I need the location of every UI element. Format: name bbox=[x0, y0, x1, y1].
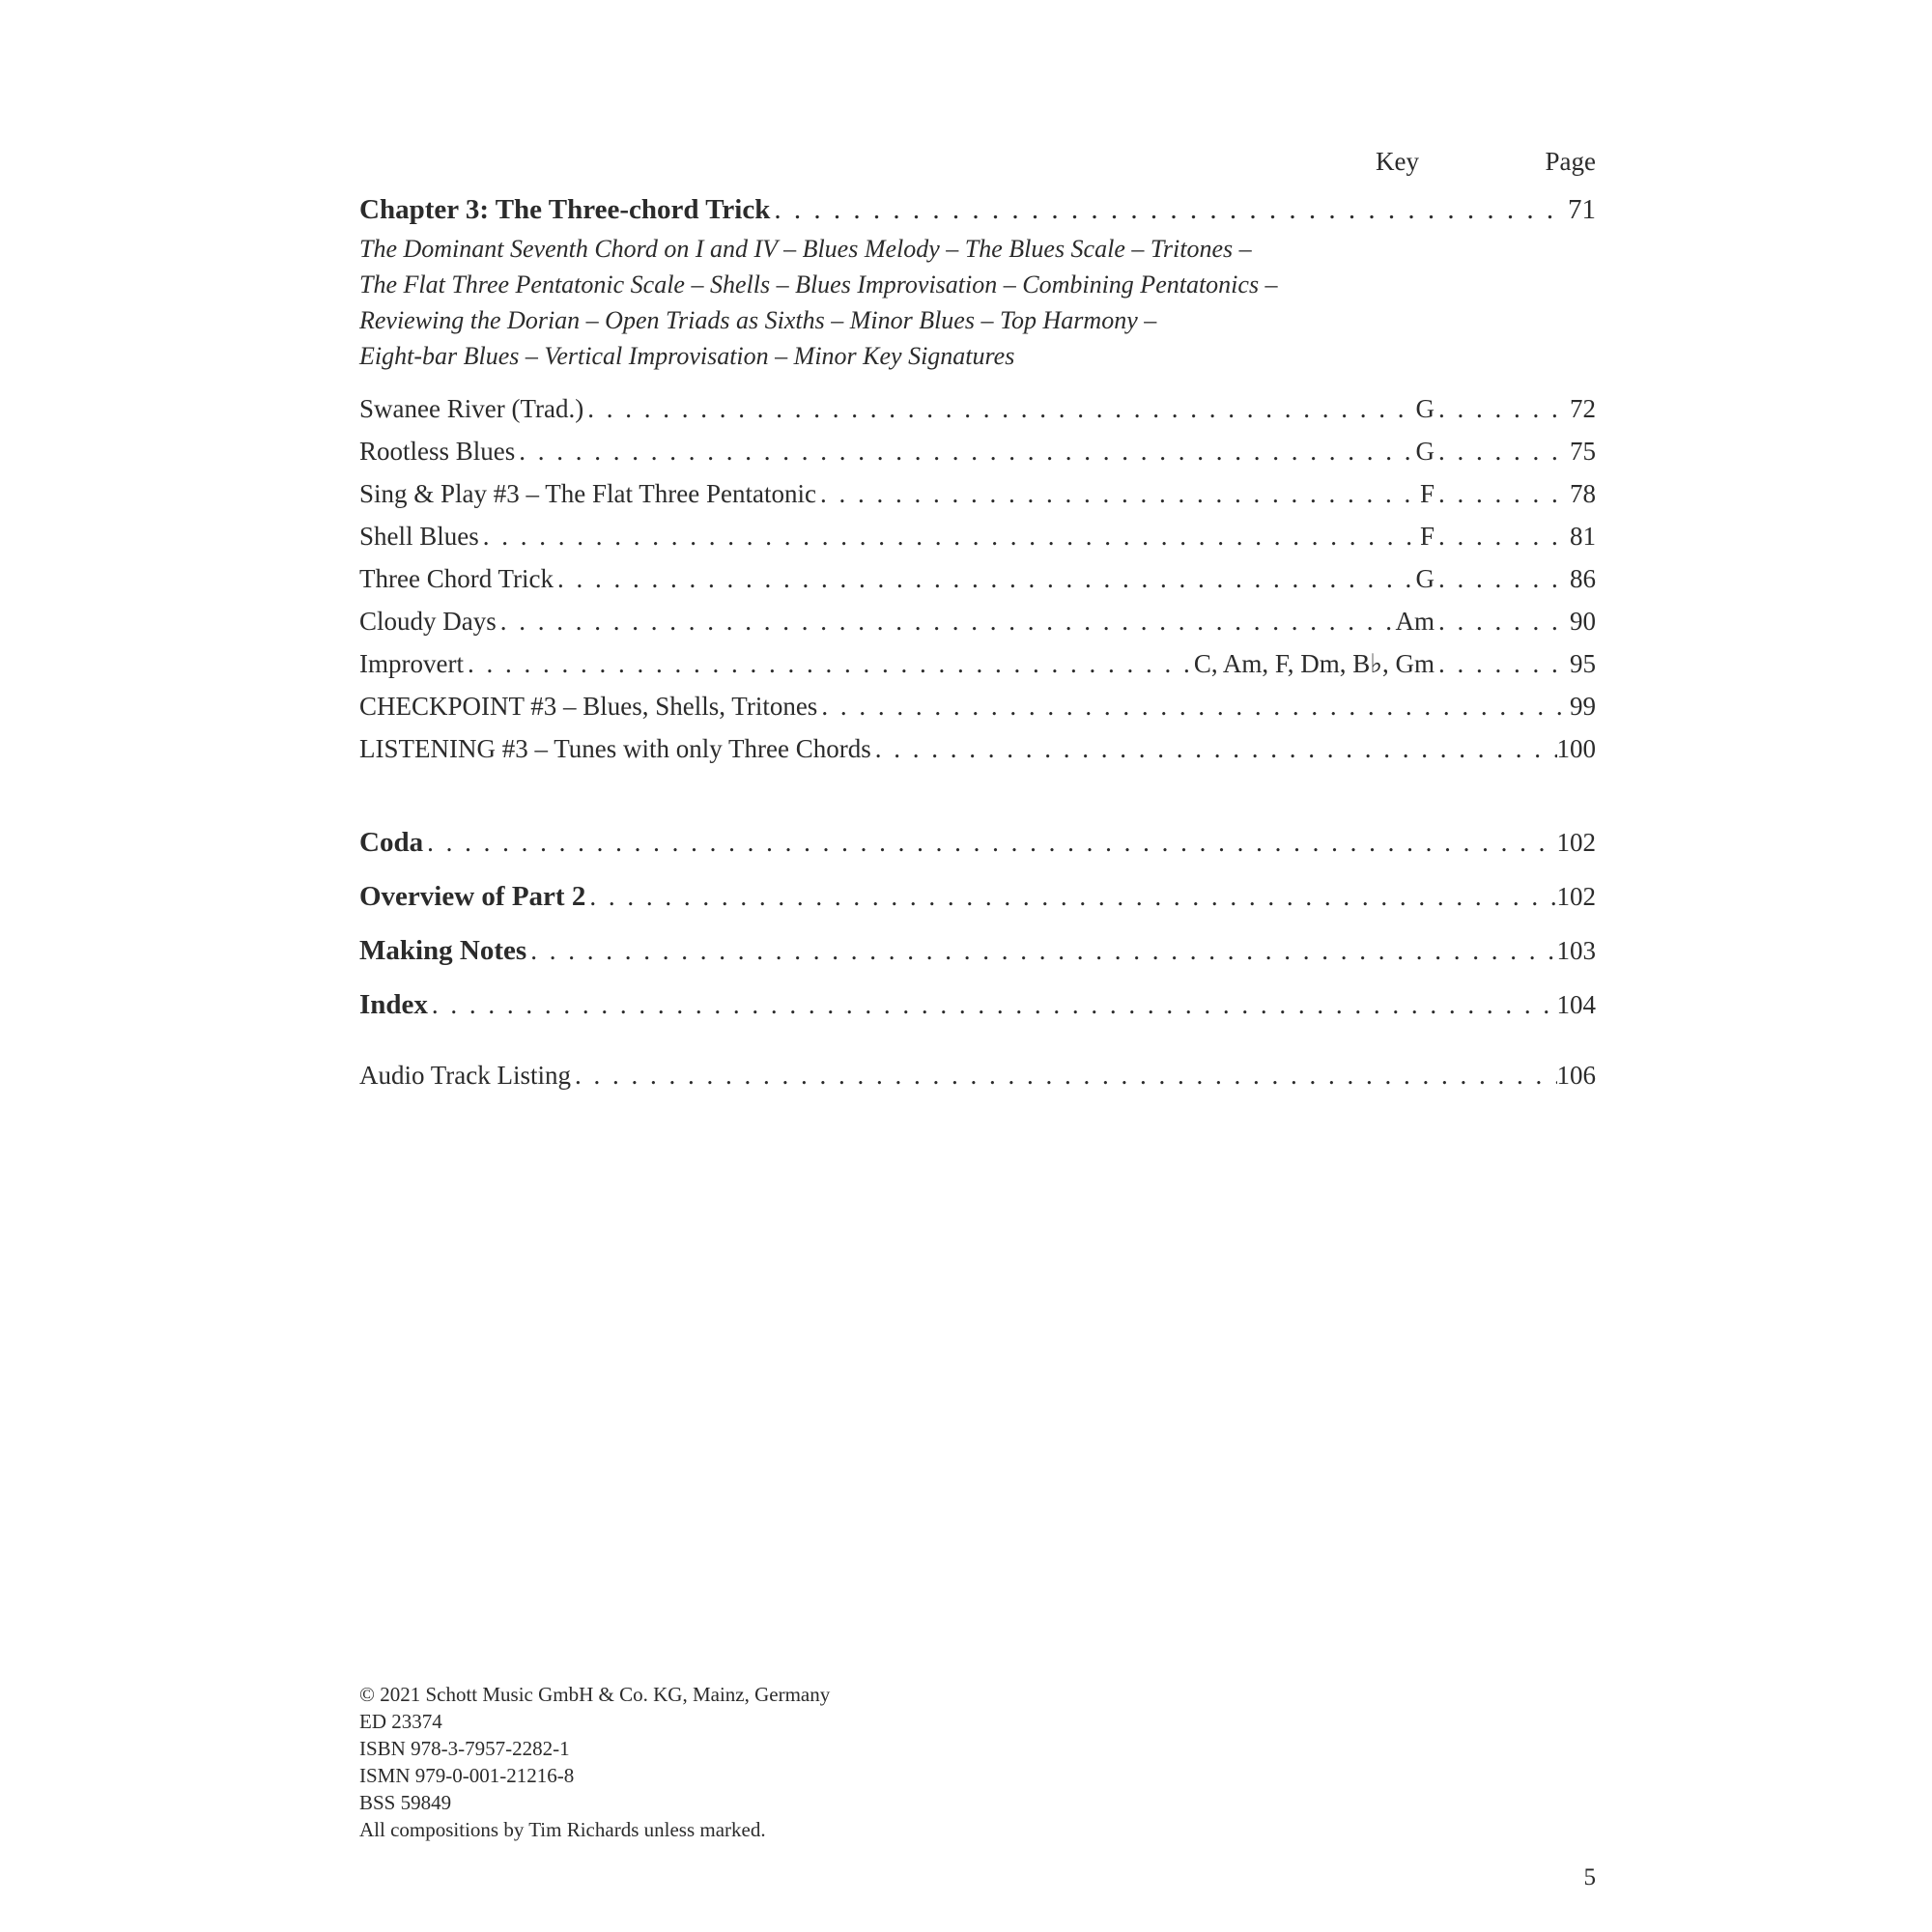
topic-line: Reviewing the Dorian – Open Triads as Sixths – Minor Blues – Top Harmony – bbox=[359, 305, 1157, 334]
entry-key: C, Am, F, Dm, B♭, Gm bbox=[1193, 648, 1435, 678]
dot-leader bbox=[817, 691, 1570, 722]
entry-title: Sing & Play #3 – The Flat Three Pentatonic bbox=[359, 478, 816, 508]
entry-title: Three Chord Trick bbox=[359, 563, 554, 593]
entry-page: 75 bbox=[1570, 436, 1596, 466]
entry-row bbox=[359, 691, 1596, 733]
dot-leader bbox=[571, 1060, 1556, 1091]
section-page: 102 bbox=[1556, 881, 1596, 911]
entry-title: Cloudy Days bbox=[359, 606, 497, 636]
entry-page: 72 bbox=[1570, 393, 1596, 423]
imprint bbox=[359, 1681, 830, 1843]
dot-leader bbox=[464, 648, 1194, 679]
dot-leader bbox=[526, 935, 1556, 966]
dot-leader bbox=[1435, 648, 1570, 679]
dot-leader bbox=[770, 193, 1568, 227]
entry-title: Swanee River (Trad.) bbox=[359, 393, 584, 423]
chapter-page: 71 bbox=[1568, 194, 1596, 225]
dot-leader bbox=[497, 606, 1396, 637]
dot-leader bbox=[515, 436, 1415, 467]
section-page: 104 bbox=[1556, 989, 1596, 1019]
section-page: 102 bbox=[1556, 827, 1596, 857]
copyright-line: © 2021 Schott Music GmbH & Co. KG, Mainz, Germany bbox=[359, 1683, 831, 1706]
topic-line: Eight-bar Blues – Vertical Improvisation – Minor Key Signatures bbox=[359, 341, 1015, 370]
entry-key: G bbox=[1415, 563, 1435, 593]
key-column-header: Key bbox=[1376, 147, 1419, 176]
dot-leader bbox=[428, 989, 1557, 1020]
section-title: Overview of Part 2 bbox=[359, 880, 586, 912]
section-row bbox=[359, 826, 1596, 880]
entry-row bbox=[359, 563, 1596, 606]
bss-number: BSS 59849 bbox=[359, 1791, 452, 1814]
ismn: ISMN 979-0-001-21216-8 bbox=[359, 1764, 575, 1787]
entry-row bbox=[359, 648, 1596, 691]
dot-leader bbox=[423, 827, 1556, 858]
entry-title: Rootless Blues bbox=[359, 436, 516, 466]
dot-leader bbox=[1435, 478, 1570, 509]
dot-leader bbox=[1435, 436, 1570, 467]
entry-title: CHECKPOINT #3 – Blues, Shells, Tritones bbox=[359, 691, 818, 721]
entry-key: G bbox=[1415, 436, 1435, 466]
entry-title: Improvert bbox=[359, 648, 464, 678]
section-page: 103 bbox=[1556, 935, 1596, 965]
entry-key: F bbox=[1419, 478, 1435, 508]
entry-row bbox=[359, 733, 1596, 776]
topic-line: The Dominant Seventh Chord on I and IV – Blues Melody – The Blues Scale – Tritones – bbox=[359, 234, 1252, 263]
dot-leader bbox=[1435, 606, 1570, 637]
chapter-row bbox=[359, 193, 1596, 227]
entry-page: 100 bbox=[1556, 733, 1596, 763]
section-row bbox=[359, 934, 1596, 988]
dot-leader bbox=[554, 563, 1416, 594]
entry-title: Shell Blues bbox=[359, 521, 479, 551]
entry-page: 99 bbox=[1570, 691, 1596, 721]
section-row bbox=[359, 880, 1596, 934]
dot-leader bbox=[1435, 393, 1570, 424]
entry-row bbox=[359, 521, 1596, 563]
audio-row bbox=[359, 1060, 1596, 1091]
dot-leader bbox=[583, 393, 1415, 424]
entry-key: G bbox=[1415, 393, 1435, 423]
dot-leader bbox=[479, 521, 1420, 552]
chapter-topics bbox=[359, 231, 1596, 374]
entry-page: 95 bbox=[1570, 648, 1596, 678]
topic-line: The Flat Three Pentatonic Scale – Shells – Blues Improvisation – Combining Pentatonics – bbox=[359, 270, 1278, 298]
entry-list bbox=[359, 393, 1596, 776]
section-title: Making Notes bbox=[359, 934, 527, 966]
isbn: ISBN 978-3-7957-2282-1 bbox=[359, 1737, 570, 1760]
entry-key: F bbox=[1419, 521, 1435, 551]
column-headers bbox=[359, 141, 1596, 187]
entry-row bbox=[359, 478, 1596, 521]
entry-key: Am bbox=[1395, 606, 1435, 636]
dot-leader bbox=[816, 478, 1420, 509]
dot-leader bbox=[1435, 563, 1570, 594]
table-of-contents bbox=[359, 141, 1596, 1091]
entry-page: 78 bbox=[1570, 478, 1596, 508]
audio-page: 106 bbox=[1556, 1060, 1596, 1090]
entry-row bbox=[359, 393, 1596, 436]
section-title: Coda bbox=[359, 826, 424, 858]
dot-leader bbox=[871, 733, 1557, 764]
page-column-header: Page bbox=[1545, 147, 1596, 176]
compositions-note: All compositions by Tim Richards unless marked. bbox=[359, 1818, 766, 1841]
dot-leader bbox=[1435, 521, 1570, 552]
page-number: 5 bbox=[1583, 1864, 1596, 1890]
entry-row bbox=[359, 436, 1596, 478]
entry-row bbox=[359, 606, 1596, 648]
entry-title: LISTENING #3 – Tunes with only Three Chords bbox=[359, 733, 871, 763]
audio-title: Audio Track Listing bbox=[359, 1060, 572, 1090]
chapter-title: Chapter 3: The Three-chord Trick bbox=[359, 194, 771, 225]
entry-page: 81 bbox=[1570, 521, 1596, 551]
dot-leader bbox=[585, 881, 1556, 912]
section-title: Index bbox=[359, 988, 428, 1020]
section-row bbox=[359, 988, 1596, 1042]
entry-page: 90 bbox=[1570, 606, 1596, 636]
edition-number: ED 23374 bbox=[359, 1710, 442, 1733]
entry-page: 86 bbox=[1570, 563, 1596, 593]
